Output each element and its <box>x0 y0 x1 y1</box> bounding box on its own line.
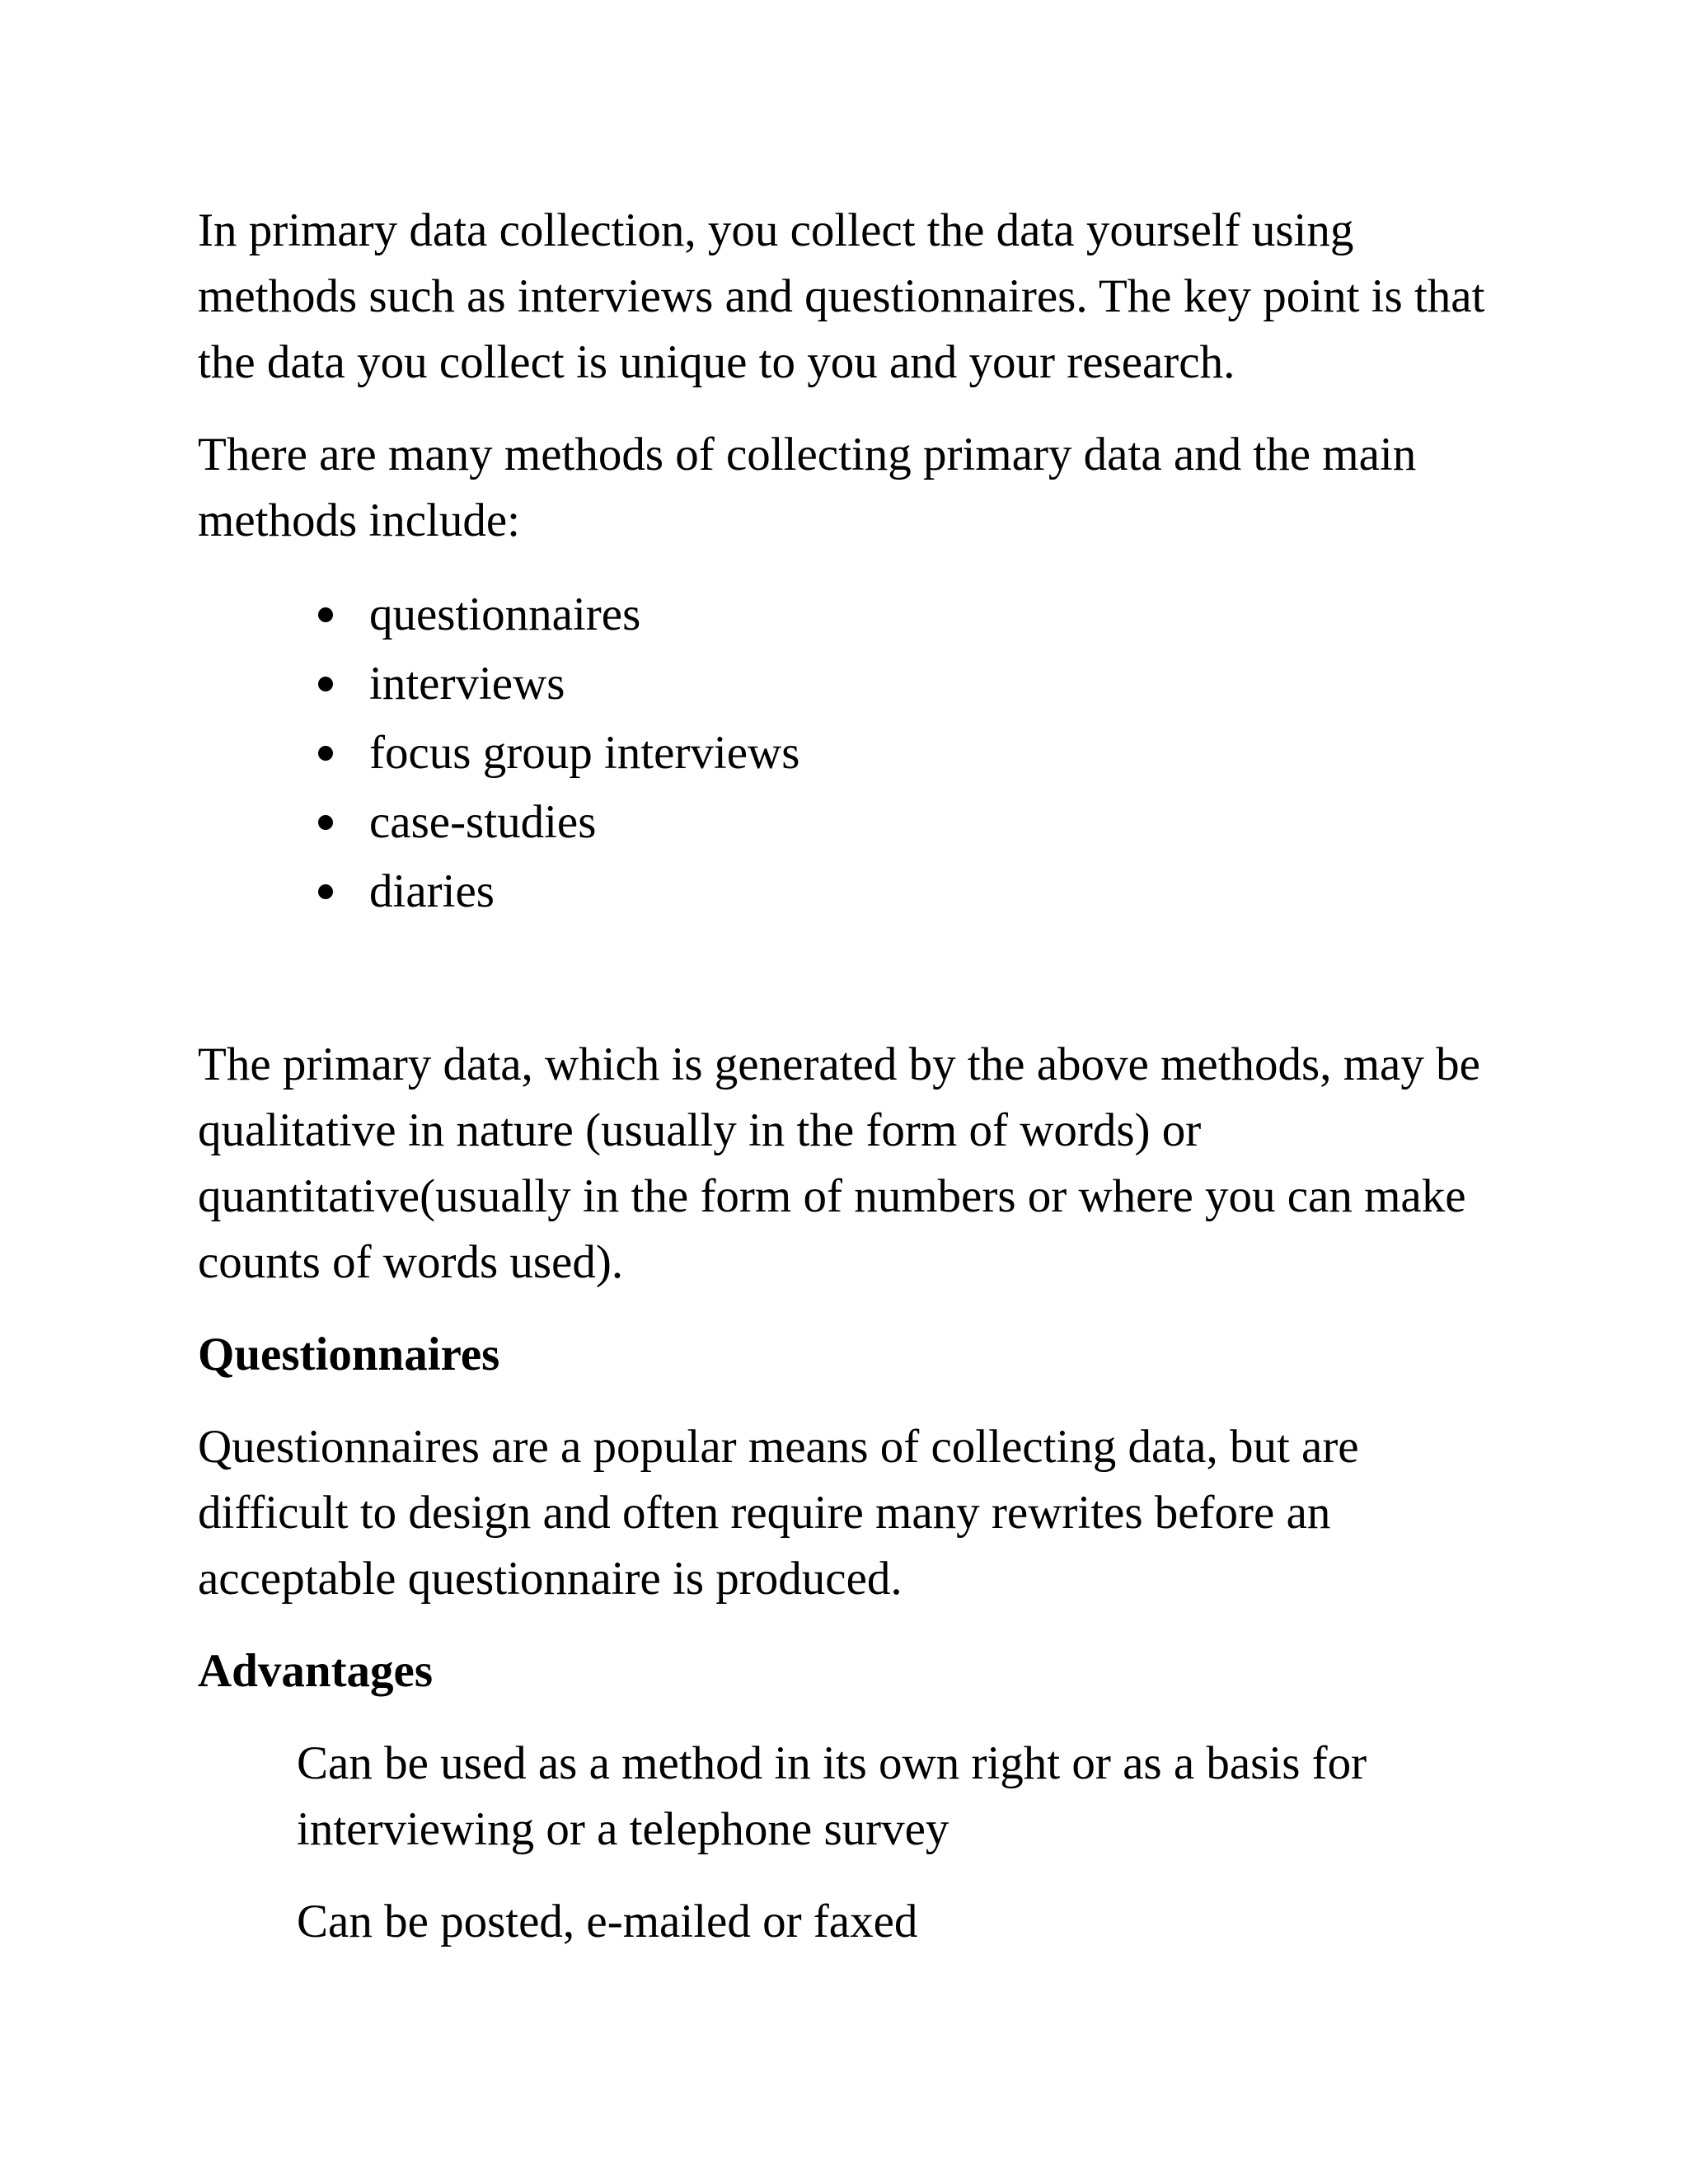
list-item <box>198 649 1517 719</box>
list-item-label: questionnaires <box>369 588 641 640</box>
bullet-icon <box>318 746 333 761</box>
list-item-label: case-studies <box>369 796 597 848</box>
bullet-icon <box>318 607 333 622</box>
methods-list <box>198 580 1517 926</box>
document-body <box>198 198 1517 1981</box>
list-item <box>198 580 1517 649</box>
questionnaires-paragraph: Questionnaires are a popular means of collecting data, but are difficult to design and often require many rewrites before an acceptable questionnaire is produced. <box>198 1421 1359 1605</box>
questionnaires-heading: Questionnaires <box>198 1329 500 1380</box>
bullet-icon <box>318 677 333 691</box>
list-item <box>198 719 1517 788</box>
list-item-label: focus group interviews <box>369 727 800 779</box>
intro-paragraph-2: There are many methods of collecting primary data and the main methods include: <box>198 429 1417 546</box>
advantages-heading: Advantages <box>198 1645 434 1697</box>
list-item <box>198 857 1517 926</box>
advantage-item: Can be posted, e-mailed or faxed <box>297 1896 918 1947</box>
intro-paragraph-1: In primary data collection, you collect the data yourself using methods such as interviews and questionnaires. The key point is that the data you collect is unique to you and your research. <box>198 204 1485 388</box>
list-item <box>198 788 1517 857</box>
list-item-label: diaries <box>369 865 495 917</box>
bullet-icon <box>318 884 333 899</box>
data-paragraph: The primary data, which is generated by the above methods, may be qualitative in nature (usually in the form of words) or quantitative(usually in the form of numbers or where you can make counts of words used). <box>198 1038 1480 1288</box>
list-item-label: interviews <box>369 658 565 710</box>
advantage-item: Can be used as a method in its own right or as a basis for interviewing or a telephone survey <box>297 1737 1367 1855</box>
advantages-list <box>198 1731 1517 1955</box>
bullet-icon <box>318 815 333 830</box>
